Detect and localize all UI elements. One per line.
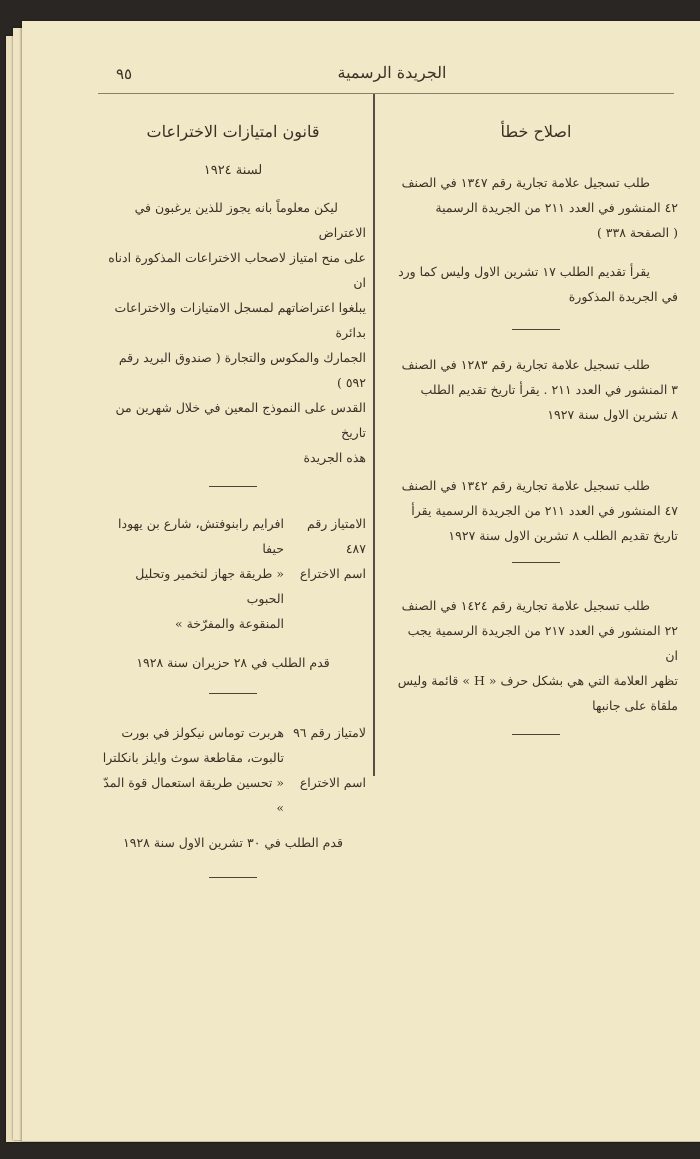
text-line: ٤٢ المنشور في العدد ٢١١ من الجريدة الرسمية bbox=[435, 200, 678, 215]
separator bbox=[209, 877, 257, 878]
patent-number-row bbox=[100, 720, 366, 745]
text-line: ٤٧ المنشور في العدد ٢١١ من الجريدة الرسمية يقرأ bbox=[411, 503, 678, 518]
invention-label: اسم الاختراع bbox=[299, 566, 366, 581]
text-line: ( الصفحة ٣٣٨ ) bbox=[596, 225, 678, 240]
header-rule bbox=[98, 93, 674, 94]
patent-owner: افرايم رابنوفتش، شارع بن يهودا حيفا bbox=[118, 516, 284, 556]
text-line: في الجريدة المذكورة bbox=[568, 289, 678, 304]
invention-name: « تحسين طريقة استعمال قوة المدّ » bbox=[103, 775, 284, 815]
text-line: الجمارك والمكوس والتجارة ( صندوق البريد رقم ٥٩٢ ) bbox=[118, 350, 366, 390]
text-line: ٣ المنشور في العدد ٢١١ . يقرأ تاريخ تقديم الطلب bbox=[420, 382, 678, 397]
invention-row bbox=[100, 770, 366, 820]
correction-item bbox=[394, 593, 678, 718]
text-line: القدس على النموذج المعين في خلال شهرين من تاريخ bbox=[115, 400, 366, 440]
corrections-column bbox=[394, 119, 678, 735]
patent-number-row bbox=[100, 511, 366, 561]
correction-item bbox=[394, 473, 678, 548]
separator bbox=[209, 486, 257, 487]
text-line: يقرأ تقديم الطلب ١٧ تشرين الاول وليس كما ورد bbox=[398, 264, 650, 279]
document-page bbox=[22, 21, 700, 1141]
text-line: على منح امتياز لاصحاب الاختراعات المذكورة ادناه ان bbox=[108, 250, 366, 290]
invention-name: « طريقة جهاز لتخمير وتحليل الحبوب bbox=[135, 566, 284, 606]
filing-date: قدم الطلب في ٢٨ حزيران سنة ١٩٢٨ bbox=[136, 655, 330, 670]
invention-name: المنقوعة والمفرّخة » bbox=[174, 616, 284, 631]
text-line: طلب تسجيل علامة تجارية رقم ١٣٤٢ في الصنف bbox=[401, 478, 650, 493]
text-line: تظهر العلامة التي هي بشكل حرف « H » قائمة وليس bbox=[397, 673, 678, 688]
patent-owner: هربرت توماس نيكولز في بورت bbox=[121, 725, 284, 740]
text-line: هذه الجريدة bbox=[303, 450, 366, 465]
patents-column bbox=[100, 119, 366, 878]
text-line: تاريخ تقديم الطلب ٨ تشرين الاول سنة ١٩٢٧ bbox=[448, 528, 678, 543]
patent-number: الامتياز رقم ٤٨٧ bbox=[307, 516, 366, 556]
patent-entry bbox=[100, 511, 366, 675]
patents-law-title: قانون امتيازات الاختراعات bbox=[146, 122, 320, 141]
patent-owner-row bbox=[100, 745, 366, 770]
invention-row bbox=[100, 611, 366, 636]
separator bbox=[512, 562, 560, 563]
patent-number: لامتياز رقم ٩٦ bbox=[293, 725, 366, 740]
correction-item bbox=[394, 352, 678, 427]
patent-entry bbox=[100, 720, 366, 855]
corrections-title: اصلاح خطأ bbox=[500, 122, 572, 141]
correction-item bbox=[394, 170, 678, 309]
patents-law-year: لسنة ١٩٢٤ bbox=[203, 163, 263, 178]
patent-owner: تالبوت، مقاطعة سوث وايلز بانكلترا bbox=[102, 750, 284, 765]
column-divider bbox=[373, 94, 375, 776]
separator bbox=[512, 329, 560, 330]
filing-date: قدم الطلب في ٣٠ تشرين الاول سنة ١٩٢٨ bbox=[123, 835, 343, 850]
journal-title: الجريدة الرسمية bbox=[337, 63, 447, 82]
text-line: ٨ تشرين الاول سنة ١٩٢٧ bbox=[547, 407, 678, 422]
text-line: يبلغوا اعتراضاتهم لمسجل الامتيازات والاختراعات بدائرة bbox=[114, 300, 366, 340]
invention-label: اسم الاختراع bbox=[299, 775, 366, 790]
notice-paragraph bbox=[100, 195, 366, 470]
text-line: طلب تسجيل علامة تجارية رقم ١٢٨٣ في الصنف bbox=[401, 357, 650, 372]
text-line: طلب تسجيل علامة تجارية رقم ١٤٢٤ في الصنف bbox=[401, 598, 650, 613]
text-line: ليكن معلوماً بانه يجوز للذين يرغبون في الاعتراض bbox=[134, 200, 366, 240]
invention-row bbox=[100, 561, 366, 611]
separator bbox=[512, 734, 560, 735]
text-line: ٢٢ المنشور في العدد ٢١٧ من الجريدة الرسمية يجب ان bbox=[407, 623, 678, 663]
separator bbox=[209, 693, 257, 694]
page-number: ٩٥ bbox=[116, 65, 133, 83]
text-line: ملقاة على جانبها bbox=[592, 698, 678, 713]
text-line: طلب تسجيل علامة تجارية رقم ١٣٤٧ في الصنف bbox=[401, 175, 650, 190]
